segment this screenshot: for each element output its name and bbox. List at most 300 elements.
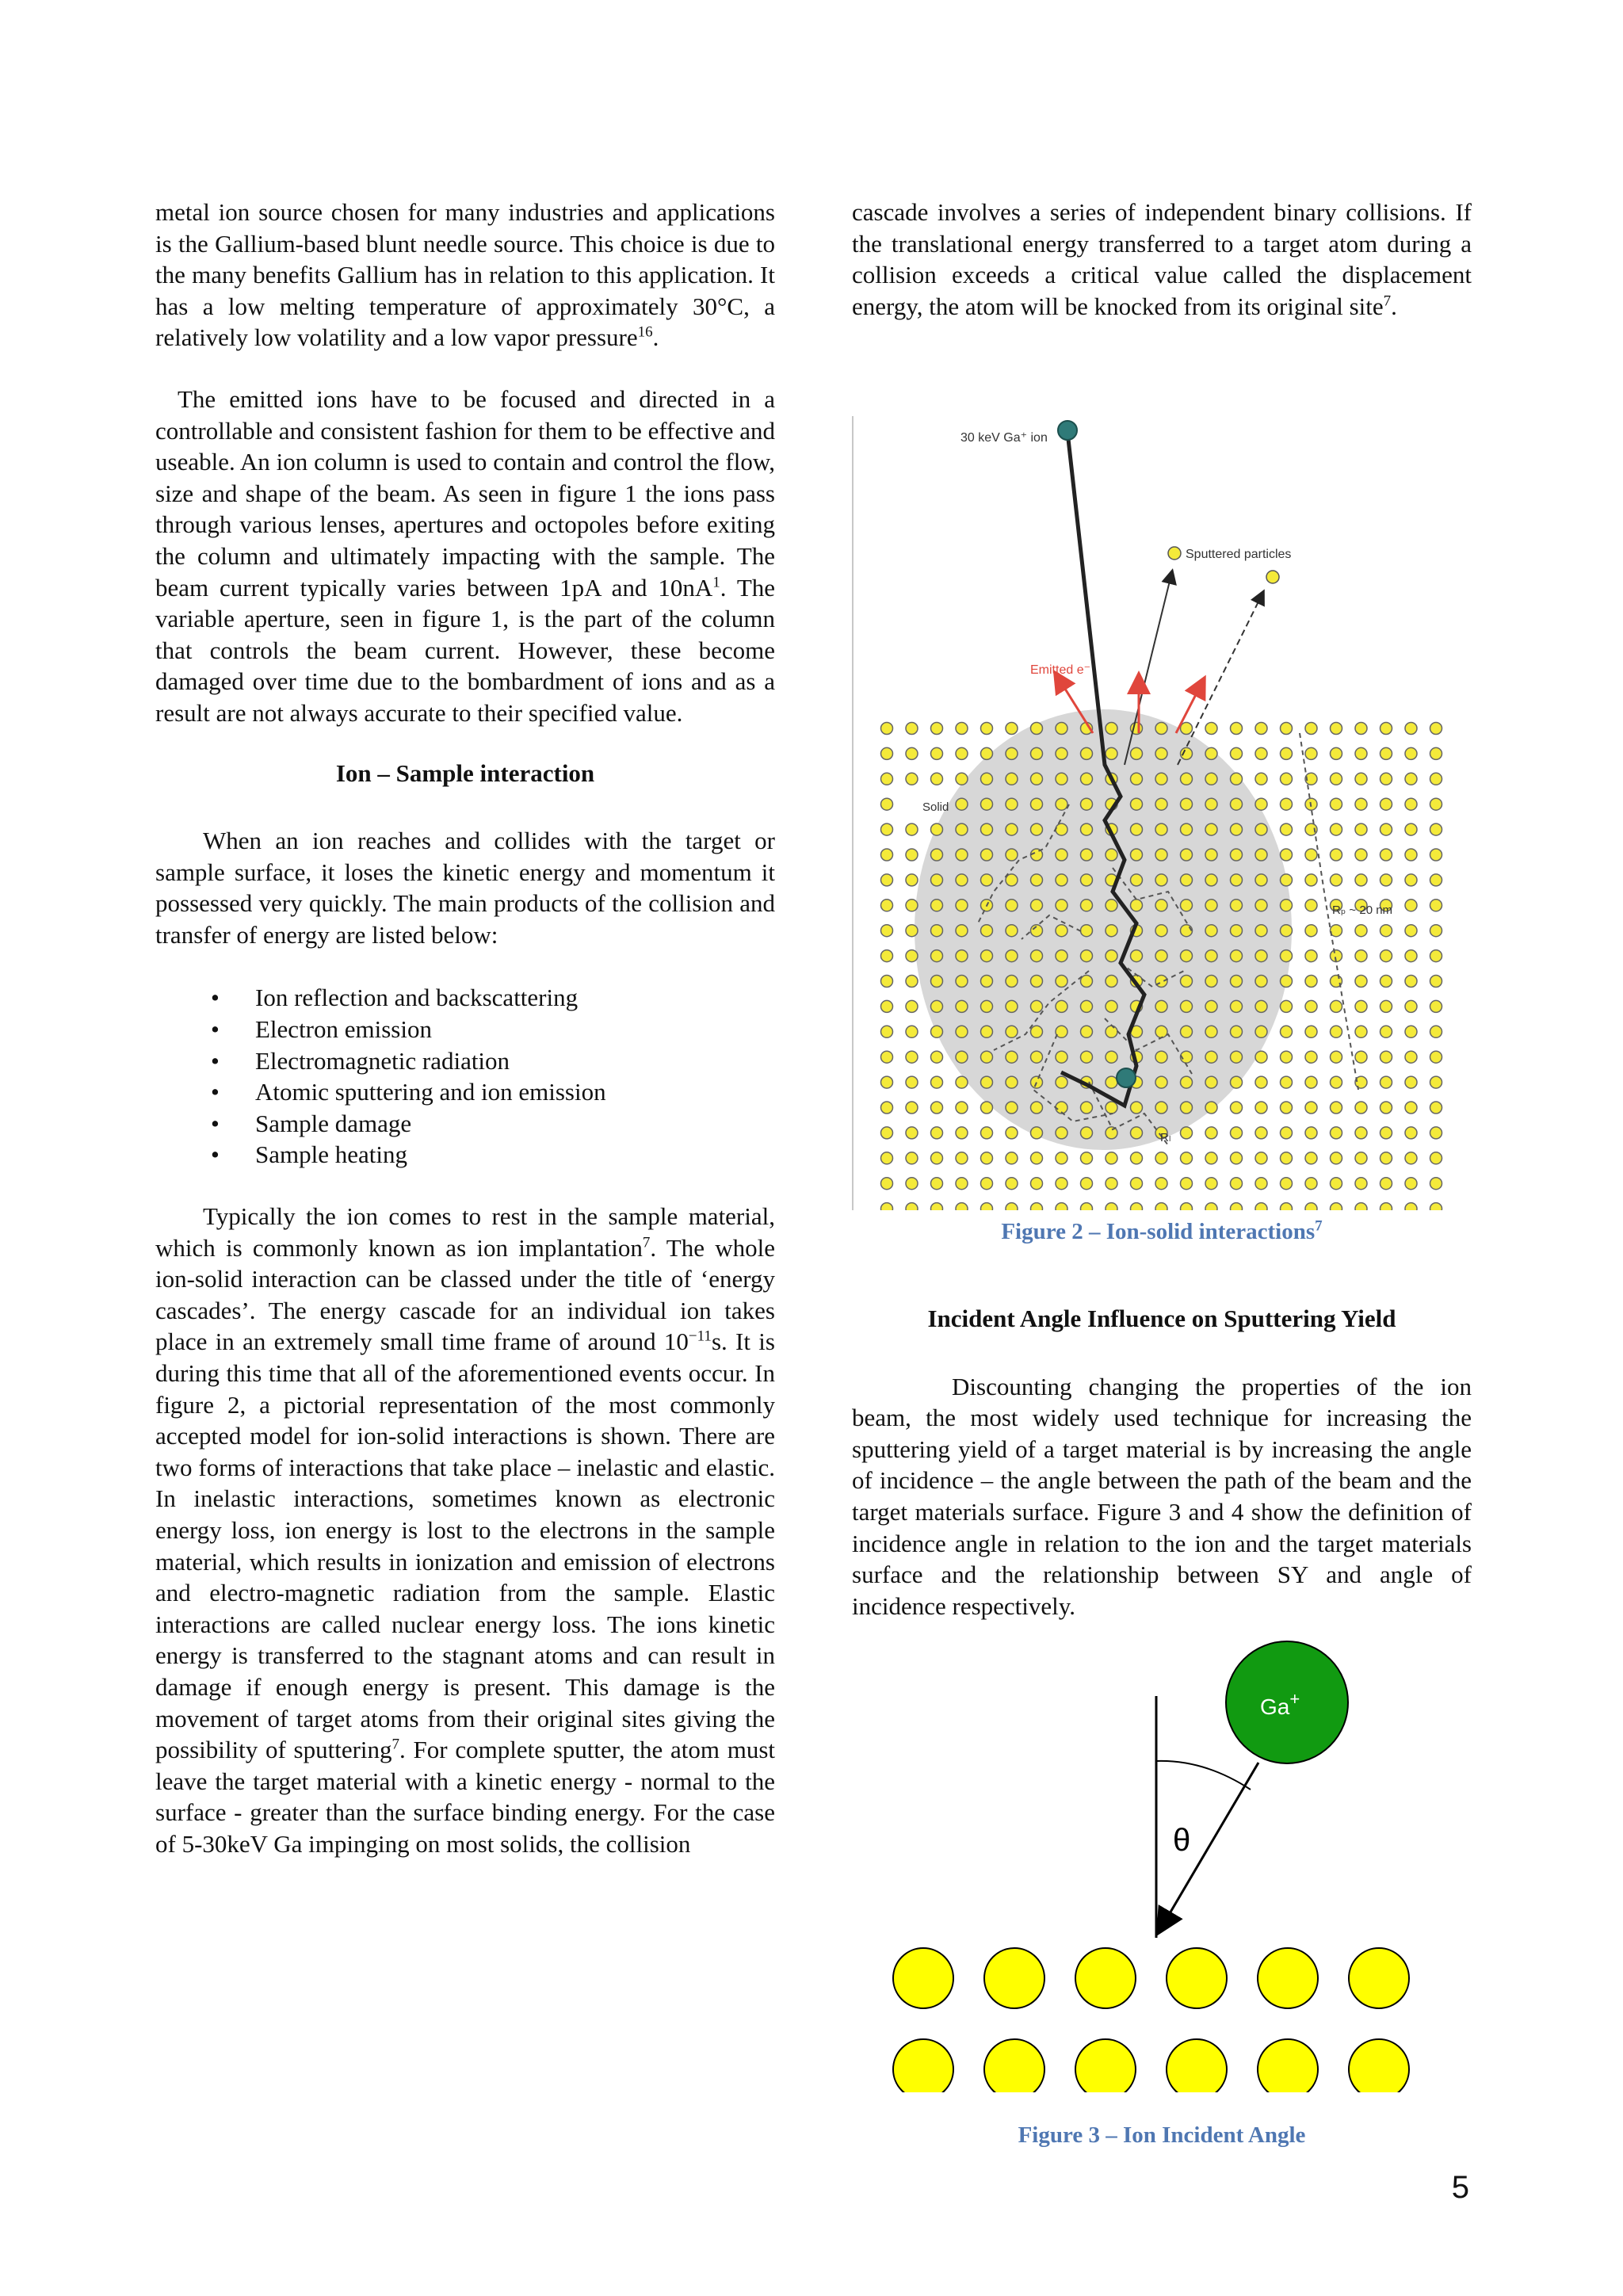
paragraph: Discounting changing the properties of the ion beam, the most widely used technique for increasing the sputtering yield of a target material is by increasing the angle of incidence – the angle between the path of the beam and the target materials surface. Figure 3 and 4 show the definition of incidence angle in relation to the ion and the target materials surface and the relationship between SY and angle of incidence respectively. <box>852 1372 1472 1620</box>
lattice-atom <box>1205 1152 1217 1164</box>
lattice-atom <box>1081 1051 1093 1063</box>
lattice-atom <box>1081 798 1093 810</box>
angle-arc <box>1156 1761 1251 1790</box>
lattice-atom <box>956 1051 968 1063</box>
lattice-atom <box>1006 1203 1018 1210</box>
list-item: • Sample damage <box>211 1109 412 1137</box>
exponent: −11 <box>688 1328 712 1346</box>
lattice-atom <box>1056 1076 1067 1088</box>
lattice-atom <box>906 773 918 785</box>
lattice-atom <box>1231 950 1243 962</box>
lattice-atom <box>881 874 893 886</box>
lattice-atom <box>1006 849 1018 861</box>
lattice-atom <box>1155 1152 1167 1164</box>
lattice-atom <box>1355 976 1367 988</box>
lattice-atom <box>1155 1000 1167 1012</box>
lattice-atom <box>1430 1203 1442 1210</box>
lattice-atom <box>931 976 943 988</box>
lattice-atom <box>1155 950 1167 962</box>
lattice-atom <box>1255 823 1267 835</box>
lattice-atom <box>1006 1102 1018 1114</box>
lattice-atom <box>1331 1152 1342 1164</box>
list-item: • Electron emission <box>211 1015 432 1044</box>
lattice-atom <box>1081 823 1093 835</box>
lattice-atom <box>956 950 968 962</box>
lattice-atom <box>1031 925 1043 937</box>
lattice-atom <box>906 1051 918 1063</box>
lattice-atom <box>881 798 893 810</box>
figure-3 <box>872 1633 1426 2092</box>
lattice-atom <box>1056 1203 1067 1210</box>
lattice-atom <box>981 849 993 861</box>
lattice-atom <box>1155 849 1167 861</box>
lattice-atom <box>1430 1026 1442 1037</box>
lattice-atom <box>881 925 893 937</box>
lattice-atom <box>1131 1152 1143 1164</box>
lattice-atom <box>981 976 993 988</box>
lattice-atom <box>1056 1127 1067 1139</box>
lattice-atom <box>1131 950 1143 962</box>
lattice-atom <box>1205 823 1217 835</box>
lattice-atom <box>881 1102 893 1114</box>
lattice-atom <box>1205 1076 1217 1088</box>
lattice-atom <box>1155 823 1167 835</box>
lattice-atom <box>1430 874 1442 886</box>
lattice-atom <box>1031 1076 1043 1088</box>
lattice-atom <box>1081 1102 1093 1114</box>
lattice-atom <box>1006 823 1018 835</box>
lattice-atom <box>1081 925 1093 937</box>
lattice-atom <box>1255 798 1267 810</box>
lattice-atom <box>1355 747 1367 759</box>
lattice-atom <box>1031 1127 1043 1139</box>
lattice-atom <box>1381 1127 1392 1139</box>
lattice-atom <box>906 900 918 911</box>
lattice-atom <box>1106 1178 1117 1190</box>
lattice-atom <box>931 925 943 937</box>
list-item: • Sample heating <box>211 1140 407 1169</box>
lattice-atom <box>1305 1076 1317 1088</box>
lattice-atom <box>881 1127 893 1139</box>
lattice-atom <box>1405 1000 1417 1012</box>
lattice-atom <box>1255 723 1267 735</box>
lattice-atom <box>1405 723 1417 735</box>
incident-ion <box>1058 421 1077 440</box>
surface-atom <box>1075 2039 1136 2092</box>
lattice-atom <box>1355 798 1367 810</box>
lattice-atom <box>1281 849 1293 861</box>
lattice-atom <box>931 874 943 886</box>
lattice-atom <box>981 1051 993 1063</box>
implanted-ion <box>1117 1068 1136 1087</box>
lattice-atom <box>1181 1026 1193 1037</box>
lattice-atom <box>1006 1076 1018 1088</box>
lattice-atom <box>906 950 918 962</box>
lattice-atom <box>1405 1076 1417 1088</box>
lattice-atom <box>1405 1102 1417 1114</box>
lattice-atom <box>1205 976 1217 988</box>
lattice-atom <box>1181 747 1193 759</box>
lattice-atom <box>1381 1026 1392 1037</box>
lattice-atom <box>1331 1051 1342 1063</box>
lattice-atom <box>1231 976 1243 988</box>
lattice-atom <box>1205 950 1217 962</box>
lattice-atom <box>1305 849 1317 861</box>
lattice-atom <box>1056 1178 1067 1190</box>
lattice-atom <box>1031 900 1043 911</box>
lattice-atom <box>881 1026 893 1037</box>
lattice-atom <box>1281 747 1293 759</box>
lattice-atom <box>1031 1178 1043 1190</box>
lattice-atom <box>1430 798 1442 810</box>
lattice-atom <box>906 925 918 937</box>
lattice-atom <box>1006 925 1018 937</box>
lattice-atom <box>1205 723 1217 735</box>
lattice-atom <box>1405 925 1417 937</box>
lattice-atom <box>956 773 968 785</box>
lattice-atom <box>1181 1127 1193 1139</box>
surface-atom <box>1167 2039 1227 2092</box>
lattice-atom <box>1131 874 1143 886</box>
lattice-atom <box>1155 900 1167 911</box>
lattice-atom <box>1006 1152 1018 1164</box>
lattice-atom <box>881 1178 893 1190</box>
lattice-atom <box>1081 900 1093 911</box>
lattice-atom <box>1430 950 1442 962</box>
lattice-atom <box>1355 823 1367 835</box>
lattice-atom <box>881 773 893 785</box>
lattice-atom <box>1281 874 1293 886</box>
lattice-atom <box>1155 723 1167 735</box>
right-column-top <box>852 197 1472 322</box>
lattice-atom <box>1006 1178 1018 1190</box>
lattice-atom <box>931 900 943 911</box>
lattice-atom <box>981 925 993 937</box>
surface-atom <box>893 1948 953 2008</box>
lattice-atom <box>1255 950 1267 962</box>
lattice-atom <box>956 723 968 735</box>
lattice-atom <box>1181 1076 1193 1088</box>
sputtered-atom <box>1266 571 1279 583</box>
lattice-atom <box>1381 1051 1392 1063</box>
lattice-atom <box>1255 1000 1267 1012</box>
lattice-atom <box>1405 773 1417 785</box>
lattice-atom <box>1355 849 1367 861</box>
lattice-atom <box>1430 1051 1442 1063</box>
lattice-atom <box>1106 1203 1117 1210</box>
lattice-atom <box>1355 1203 1367 1210</box>
lattice-atom <box>1281 723 1293 735</box>
lattice-atom <box>931 1203 943 1210</box>
lattice-atom <box>1281 1051 1293 1063</box>
lattice-atom <box>1331 1203 1342 1210</box>
lattice-atom <box>1381 925 1392 937</box>
lattice-atom <box>1281 925 1293 937</box>
lattice-atom <box>1331 874 1342 886</box>
lattice-atom <box>1106 1051 1117 1063</box>
lattice-atom <box>1305 723 1317 735</box>
lattice-atom <box>1331 1000 1342 1012</box>
lattice-atom <box>1155 874 1167 886</box>
lattice-atom <box>1205 849 1217 861</box>
list-item: • Atomic sputtering and ion emission <box>211 1078 606 1106</box>
lattice-atom <box>981 1000 993 1012</box>
lattice-atom <box>1131 747 1143 759</box>
lattice-atom <box>1305 1152 1317 1164</box>
lattice-atom <box>1430 1152 1442 1164</box>
lattice-atom <box>1405 1051 1417 1063</box>
lattice-atom <box>1381 849 1392 861</box>
lattice-atom <box>1405 823 1417 835</box>
lattice-atom <box>1381 950 1392 962</box>
lattice-atom <box>881 1076 893 1088</box>
lattice-atom <box>906 976 918 988</box>
figure-2-caption: Figure 2 – Ion-solid interactions$^7$ <box>1001 1217 1323 1244</box>
citation: 7 <box>642 1234 651 1251</box>
lattice-atom <box>956 1127 968 1139</box>
paragraph: When an ion reaches and collides with the target or sample surface, it loses the kinetic energy and momentum it possessed very quickly. The main products of the collision and transfer of energy are listed below: <box>155 827 775 949</box>
lattice-atom <box>881 849 893 861</box>
lattice-atom <box>1155 1026 1167 1037</box>
lattice-atom <box>956 1000 968 1012</box>
lattice-atom <box>906 1102 918 1114</box>
paragraph: cascade involves a series of independent binary collisions. If the translational energy transferred to a target atom during a collision exceeds a critical value called the displacement energy, the atom will be knocked from its original site$^7$. <box>852 198 1472 320</box>
lattice-atom <box>1081 1127 1093 1139</box>
lattice-atom <box>1255 1051 1267 1063</box>
lattice-atom <box>1006 747 1018 759</box>
lattice-atom <box>1231 1203 1243 1210</box>
lattice-atom <box>931 1152 943 1164</box>
lattice-atom <box>1355 1152 1367 1164</box>
lattice-atom <box>1405 874 1417 886</box>
lattice-atom <box>956 874 968 886</box>
lattice-atom <box>1205 874 1217 886</box>
lattice-atom <box>1231 1127 1243 1139</box>
lattice-atom <box>1031 723 1043 735</box>
lattice-atom <box>1131 1178 1143 1190</box>
lattice-atom <box>1381 1178 1392 1190</box>
lattice-atom <box>1331 1178 1342 1190</box>
lattice-atom <box>956 849 968 861</box>
lattice-atom <box>956 1178 968 1190</box>
lattice-atom <box>981 823 993 835</box>
lattice-atom <box>1031 798 1043 810</box>
lattice-atom <box>1056 900 1067 911</box>
lattice-atom <box>1255 1076 1267 1088</box>
lattice-atom <box>1231 849 1243 861</box>
lattice-atom <box>981 950 993 962</box>
lattice-atom <box>1205 1000 1217 1012</box>
citation: 7 <box>391 1736 400 1753</box>
lattice-atom <box>1305 900 1317 911</box>
lattice-atom <box>1305 747 1317 759</box>
lattice-atom <box>1031 1026 1043 1037</box>
lattice-atom <box>981 723 993 735</box>
lattice-atom <box>1056 925 1067 937</box>
lattice-atom <box>881 1203 893 1210</box>
lattice-atom <box>1155 1102 1167 1114</box>
lattice-atom <box>1430 723 1442 735</box>
lattice-atom <box>881 723 893 735</box>
lattice-atom <box>1006 1127 1018 1139</box>
lattice-atom <box>1006 950 1018 962</box>
section-heading: Incident Angle Influence on Sputtering Yield <box>927 1305 1396 1332</box>
lattice-atom <box>1081 1203 1093 1210</box>
lattice-atom <box>1181 1203 1193 1210</box>
lattice-atom <box>1355 1051 1367 1063</box>
lattice-atom <box>1355 773 1367 785</box>
lattice-atom <box>1106 976 1117 988</box>
lattice-atom <box>1106 747 1117 759</box>
lattice-atom <box>1056 747 1067 759</box>
lattice-atom <box>981 747 993 759</box>
lattice-atom <box>1181 1000 1193 1012</box>
lattice-atom <box>1405 1203 1417 1210</box>
lattice-atom <box>1056 950 1067 962</box>
lattice-atom <box>1255 1102 1267 1114</box>
lattice-atom <box>1205 1102 1217 1114</box>
lattice-atom <box>1155 1051 1167 1063</box>
lattice-atom <box>1331 1026 1342 1037</box>
lattice-atom <box>956 1152 968 1164</box>
lattice-atom <box>881 1051 893 1063</box>
lattice-atom <box>931 1051 943 1063</box>
lattice-atom <box>1031 1000 1043 1012</box>
surface-atom <box>984 1948 1044 2008</box>
lattice-atom <box>1131 1127 1143 1139</box>
lattice-atom <box>906 823 918 835</box>
lattice-atom <box>1006 1051 1018 1063</box>
lattice-atom <box>931 1127 943 1139</box>
lattice-atom <box>1331 1127 1342 1139</box>
lattice-atom <box>1205 1051 1217 1063</box>
lattice-atom <box>1006 900 1018 911</box>
ion-label: 30 keV Ga⁺ ion <box>960 431 1048 445</box>
citation: 16 <box>637 324 653 342</box>
lattice-atom <box>1031 950 1043 962</box>
lattice-atom <box>981 1076 993 1088</box>
lattice-atom <box>1281 1076 1293 1088</box>
lattice-atom <box>1281 900 1293 911</box>
surface-atoms <box>893 1948 1409 2092</box>
lattice-atom <box>1081 1026 1093 1037</box>
lattice-atom <box>1381 823 1392 835</box>
lattice-atom <box>1405 1026 1417 1037</box>
lattice-atom <box>1006 773 1018 785</box>
lattice-atom <box>1355 874 1367 886</box>
lattice-atom <box>1255 1127 1267 1139</box>
lattice-atom <box>956 1203 968 1210</box>
lattice-atom <box>1231 1000 1243 1012</box>
lattice-atom <box>1056 849 1067 861</box>
ion-label: Ga+ <box>1260 1689 1300 1719</box>
lattice-atom <box>956 823 968 835</box>
lattice-atom <box>931 1026 943 1037</box>
lattice-atom <box>931 1102 943 1114</box>
lattice-atom <box>906 1127 918 1139</box>
lattice-atom <box>981 1026 993 1037</box>
lattice-atom <box>1231 747 1243 759</box>
lattice-atom <box>1381 1000 1392 1012</box>
lattice-atom <box>1430 1127 1442 1139</box>
lattice-atom <box>1281 798 1293 810</box>
lattice-atom <box>1305 1051 1317 1063</box>
lattice-atom <box>1056 1051 1067 1063</box>
lattice-atom <box>1181 925 1193 937</box>
lattice-atom <box>881 1152 893 1164</box>
lattice-atom <box>1181 950 1193 962</box>
lattice-atom <box>1131 823 1143 835</box>
lattice-atom <box>1081 874 1093 886</box>
lattice-atom <box>1205 773 1217 785</box>
lattice-atom <box>1281 823 1293 835</box>
lattice-atom <box>1255 900 1267 911</box>
lattice-atom <box>1155 925 1167 937</box>
lattice-atom <box>1181 798 1193 810</box>
lattice-atom <box>1181 823 1193 835</box>
lattice-atom <box>981 1102 993 1114</box>
lattice-atom <box>956 900 968 911</box>
lattice-atom <box>1255 1203 1267 1210</box>
surface-atom <box>1349 2039 1409 2092</box>
lattice-atom <box>1031 823 1043 835</box>
surface-atom <box>1349 1948 1409 2008</box>
lattice-atom <box>1305 1178 1317 1190</box>
lattice-atom <box>956 925 968 937</box>
lattice-atom <box>906 1000 918 1012</box>
lattice-atom <box>1081 773 1093 785</box>
lattice-atom <box>1331 1102 1342 1114</box>
citation: 7 <box>1383 292 1392 310</box>
lattice-atom <box>1405 849 1417 861</box>
lattice-atom <box>1381 1102 1392 1114</box>
lattice-atom <box>1305 976 1317 988</box>
lattice-atom <box>1430 976 1442 988</box>
lattice-atom <box>1255 1178 1267 1190</box>
lattice-atom <box>1205 925 1217 937</box>
lattice-atom <box>1031 976 1043 988</box>
citation: 1 <box>712 574 720 591</box>
lattice-atom <box>1231 1026 1243 1037</box>
lattice-atom <box>1405 976 1417 988</box>
lattice-atom <box>1081 950 1093 962</box>
lattice-atom <box>1031 1051 1043 1063</box>
lattice-atom <box>1131 900 1143 911</box>
lattice-atom <box>1181 1102 1193 1114</box>
paragraph: Typically the ion comes to rest in the sample material, which is commonly known as ion implantation$^7$. The whole ion-solid interaction can be classed under the title of ‘energy cascades’. The energy cascade for an individual ion takes place in an extremely small time frame of around $10^{-11}s$. It is during this time that all of the aforementioned events occur. In figure 2, a pictorial representation of the most commonly accepted model for ion-solid interactions is shown. There are two forms of interactions that take place – inelastic and elastic. In inelastic interactions, sometimes known as electronic energy loss, ion energy is lost to the electrons in the sample material, which results in ionization and emission of electrons and electro-magnetic radiation from the sample. Elastic interactions are called nuclear energy loss. The ions kinetic energy is transferred to the stagnant atoms and can result in damage if enough energy is present. This damage is the movement of target atoms from their original sites giving the possibility of sputtering$^7$. For complete sputter, the atom must leave the target material with a kinetic energy - normal to the surface - greater than the surface binding energy. For the case of 5-30keV Ga impinging on most solids, the collision <box>155 1202 775 1858</box>
lattice-atom <box>1331 798 1342 810</box>
lattice-atom <box>956 1026 968 1037</box>
ion-solid-interaction-diagram <box>851 416 1469 1210</box>
lattice-atom <box>906 849 918 861</box>
lattice-atom <box>1106 925 1117 937</box>
lattice-atom <box>1106 1152 1117 1164</box>
lattice-atom <box>1430 1102 1442 1114</box>
lattice-atom <box>1430 823 1442 835</box>
lattice-atom <box>881 823 893 835</box>
lattice-atom <box>1305 1203 1317 1210</box>
lattice-atom <box>1155 1178 1167 1190</box>
lattice-atom <box>1031 747 1043 759</box>
solid-label: Solid <box>922 800 949 814</box>
lattice-atom <box>1405 747 1417 759</box>
paragraph: The emitted ions have to be focused and directed in a controllable and consistent fashion for them to be effective and useable. An ion column is used to contain and control the flow, size and shape of the beam. As seen in figure 1 the ions pass through various lenses, apertures and octopoles before exiting the column and ultimately impacting with the sample. The beam current typically varies between 1pA and $10nA^1$. The variable aperture, seen in figure 1, is the part of the column that controls the beam current. However, these become damaged over time due to the bombardment of ions and as a result are not always accurate to their specified value. <box>155 384 776 727</box>
lattice-atom <box>1031 1203 1043 1210</box>
lattice-atom <box>1181 849 1193 861</box>
lattice-atom <box>1430 773 1442 785</box>
lattice-atom <box>1181 1152 1193 1164</box>
lattice-atom <box>1281 1127 1293 1139</box>
